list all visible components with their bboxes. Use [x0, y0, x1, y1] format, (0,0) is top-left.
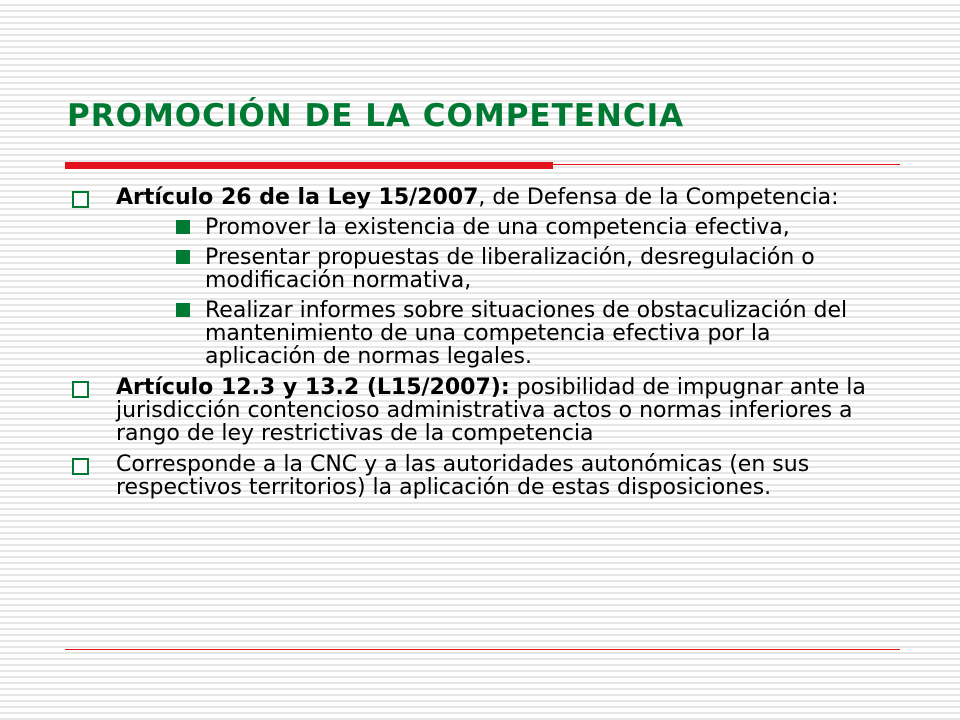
- bullet-articulo-26: [70, 186, 880, 368]
- sub-bullet-text: Presentar propuestas de liberalización, desregulación o modificación normativa,: [205, 245, 815, 293]
- hollow-square-bullet-icon: [72, 381, 89, 398]
- title-underline-thick: [65, 162, 553, 169]
- sub-bullet-list: [116, 216, 880, 368]
- hollow-square-bullet-icon: [72, 191, 89, 208]
- sub-bullet-text: Realizar informes sobre situaciones de obstaculización del mantenimiento de una competencia efectiva por la aplicación de normas legales.: [205, 298, 848, 369]
- hollow-square-bullet-icon: [72, 458, 89, 475]
- bullet-articulo-12-13: [70, 376, 880, 445]
- bullet-bold-text: Artículo 12.3 y 13.2 (L15/2007):: [116, 375, 510, 400]
- bullet-corresponde: [70, 453, 880, 499]
- bullet-bold-text: Artículo 26 de la Ley 15/2007: [116, 185, 479, 210]
- sub-bullet-text: Promover la existencia de una competencia efectiva,: [205, 215, 790, 240]
- footer-rule: [65, 649, 900, 650]
- bullet-text: Corresponde a la CNC y a las autoridades autonómicas (en sus respectivos territorios) la aplicación de estas disposiciones.: [116, 452, 810, 500]
- filled-square-bullet-icon: [176, 250, 190, 264]
- sub-bullet-presentar: [116, 246, 880, 292]
- slide-title: PROMOCIÓN DE LA COMPETENCIA: [67, 98, 685, 134]
- bullet-text: , de Defensa de la Competencia:: [478, 185, 839, 210]
- title-underline-thin: [553, 164, 900, 165]
- sub-bullet-realizar: [116, 299, 880, 368]
- sub-bullet-promover: [116, 216, 880, 239]
- filled-square-bullet-icon: [176, 303, 190, 317]
- slide-content: [70, 186, 880, 507]
- filled-square-bullet-icon: [176, 220, 190, 234]
- bullet-text: posibilidad de impugnar ante la jurisdicción contencioso administrativa actos o normas inferiores a rango de ley restrictivas de la competencia: [116, 375, 866, 446]
